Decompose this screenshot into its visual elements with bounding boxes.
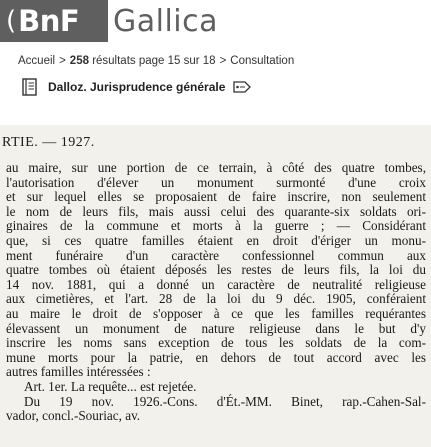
text-line: autres familles intéressées : [6,364,151,380]
breadcrumb-results[interactable]: résultats page 15 sur 18 [92,55,216,67]
book-icon [22,78,38,96]
breadcrumb-home[interactable]: Accueil [18,55,56,67]
document-title-row [22,76,251,98]
running-head: RTIE. — 1927. [2,135,95,150]
text-line: Du 19 nov. 1926.-Cons. d'Ét.-MM. Binet, rap.-Cahen-Sal- [24,393,426,409]
breadcrumb-result-count[interactable]: 258 [69,55,89,67]
bnf-logo[interactable] [0,0,108,42]
text-line: 14 nov. 1881, qui a donné un caractère de neutralité religieuse [6,276,426,292]
text-line: au maire le droit de s'opposer à ce que les familles requérantes [6,305,426,321]
page-body-text [6,161,426,424]
text-line: ginaires de la commune et morts à la guerre ; — Considérant [6,218,426,234]
breadcrumb-separator: > [59,55,66,67]
text-line: ment funéraire d'un caractère confessionnel commun aux [6,247,426,263]
label-icon[interactable] [233,81,251,93]
text-line: Art. 1er. La requête... est rejetée. [24,378,197,394]
text-line: le nom de leurs fils, mais aussi celui des quarante-six soldats ori- [6,203,426,219]
logo-text: BnF [18,3,80,38]
text-line: que, si ces quatre familles étaient en droit d'ériger un monu- [6,232,426,248]
logo-paren: ( [6,6,17,36]
document-page-viewer[interactable] [0,125,431,447]
text-line: aux cimetières, et l'art. 28 de la loi du 9 déc. 1905, conféraient [6,291,426,307]
text-line: inscrire les noms sans exception de tous les soldats de la com- [6,335,426,351]
top-bar [0,0,431,46]
text-line: au maire, sur une portion de ce terrain, à côté des quatre tombes, [6,160,426,175]
text-line: et sur lequel elles se proposaient de faire inscrire, non seulement [6,189,426,205]
text-line: élevassent un monument de nature religieuse dans le but d'y [6,320,426,336]
breadcrumb-separator: > [219,55,227,67]
text-line: l'autorisation d'élever un monument surmonté d'une croix [6,174,426,190]
site-name[interactable]: Gallica [113,3,219,39]
text-line: quatre tombes où étaient déposés les restes de leurs fils, la loi du [6,262,426,278]
breadcrumb-current: Consultation [230,55,295,67]
document-title: Dalloz. Jurisprudence générale [48,80,226,94]
text-line: mune morts pour la patrie, en dehors de tout accord avec les [6,349,426,365]
text-line: vador, concl.-Souriac, av. [6,408,141,424]
breadcrumb [18,55,294,67]
